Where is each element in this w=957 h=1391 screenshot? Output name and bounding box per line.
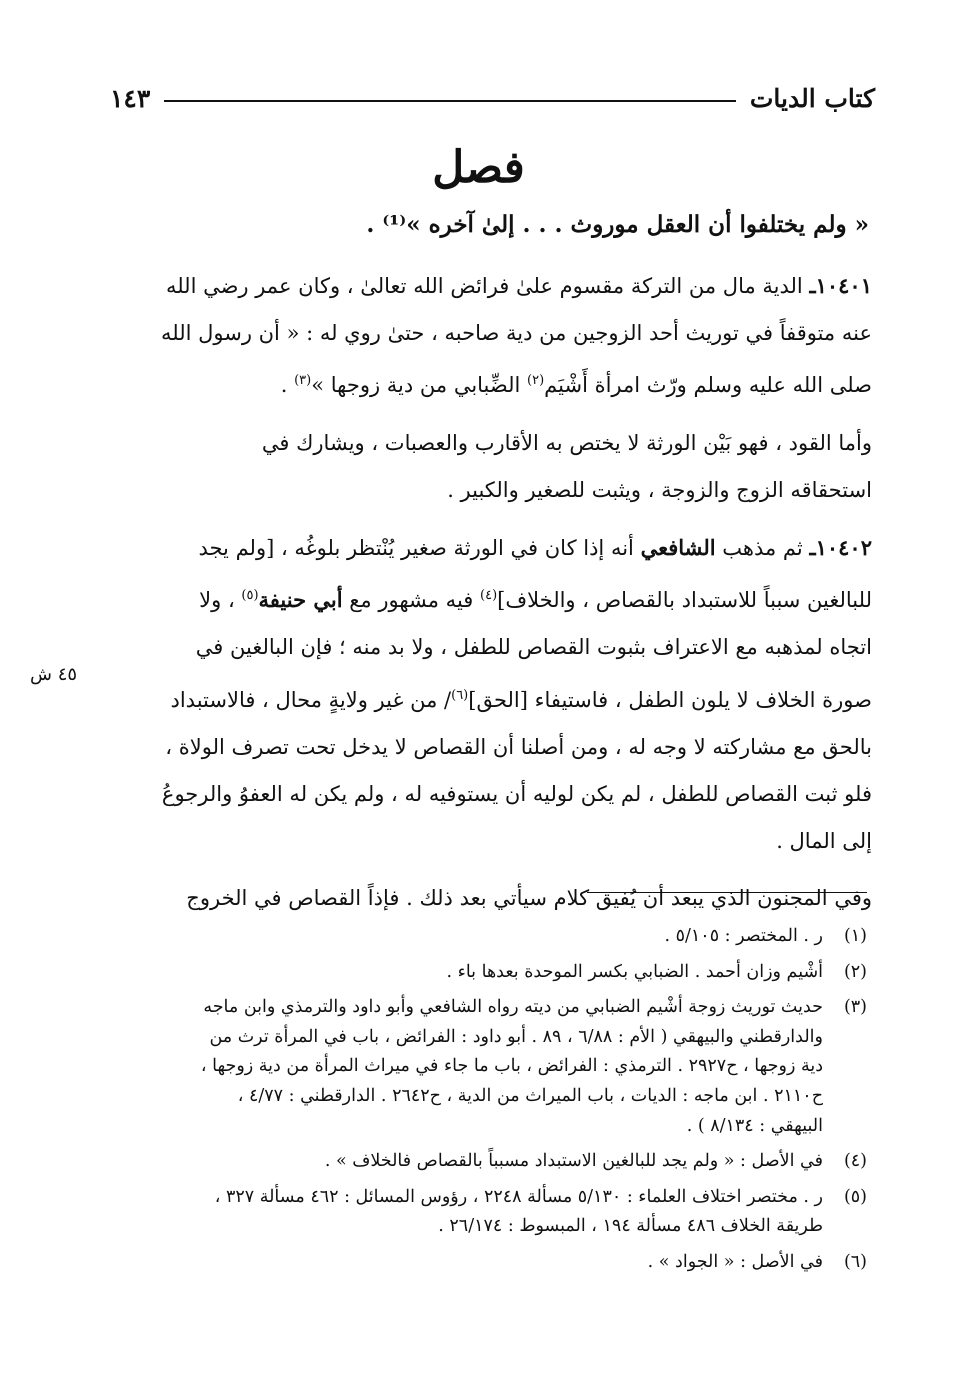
text-span: صورة الخلاف لا يلون الطفل ، فاستيفاء [الحق] xyxy=(468,687,872,712)
footnote-text xyxy=(87,958,823,988)
text-line: بالحق مع مشاركته لا وجه له ، ومن أصلنا أن القصاص لا يدخل تحت تصرف الولاة ، xyxy=(165,734,872,759)
footnote-line: والدارقطني والبيهقي ( الأم : ٦/٨٨ ، ٨٩ . أبو داود : الفرائض ، باب في المرأة ترث من xyxy=(209,1026,823,1047)
page-number: ١٤٣ xyxy=(110,83,151,113)
footnote-item xyxy=(87,1248,867,1278)
footnote-line: حديث توريث زوجة أشْيم الضبابي من ديته رواه الشافعي وأبو داود والترمذي وابن ماجه xyxy=(203,997,823,1018)
text-span: . xyxy=(280,373,295,398)
footnote-line: في الأصل : « ولم يجد للبالغين الاستبداد مسبباً بالقصاص فالخلاف » . xyxy=(324,1151,823,1172)
footnote-number: (٥) xyxy=(843,1186,867,1207)
text-line xyxy=(92,672,872,724)
text-span: فيه مشهور مع xyxy=(342,588,480,613)
text-span: ثم مذهب xyxy=(715,536,810,561)
text-line xyxy=(92,572,872,624)
person-name: أبي حنيفة xyxy=(258,587,343,613)
text-line xyxy=(92,524,872,572)
footnote-line: ح٢١١٠ . ابن ماجه : الديات ، باب الميراث من الدية ، ح٢٦٤٢ . الدارقطني : ٤/٧٧ ، xyxy=(237,1085,823,1106)
footnote-item xyxy=(87,958,867,988)
footnote-ref[interactable]: (٦) xyxy=(451,687,469,703)
footnote-line: طريقة الخلاف ٤٨٦ مسألة ١٩٤ ، المبسوط : ٢٦/١٧٤ . xyxy=(438,1216,823,1237)
footnote-ref[interactable]: (٤) xyxy=(480,588,498,604)
footnote-item xyxy=(87,1147,867,1177)
quote-line: « ولم يختلفوا أن العقل موروث . . . إلىٰ آخره »⁽¹⁾ . xyxy=(366,211,869,238)
text-span: للبالغين سبباً للاستبداد بالقصاص ، والخلاف] xyxy=(497,588,872,613)
paragraph-number: ١٠٤٠١ـ xyxy=(809,273,872,298)
paragraph-qawad xyxy=(92,420,872,514)
footnotes xyxy=(87,922,867,1284)
footnote-item xyxy=(87,922,867,952)
text-line: عنه متوقفاً في توريث أحد الزوجين من دية صاحبه ، حتىٰ روي له : « أن رسول الله xyxy=(161,321,872,346)
text-span: ، ولا xyxy=(199,588,242,613)
manuscript-margin-note: ٤٥ ش xyxy=(30,664,78,685)
footnote-text xyxy=(87,922,823,952)
footnote-number: (١) xyxy=(843,926,867,946)
text-line: استحقاقه الزوج والزوجة ، ويثبت للصغير والكبير . xyxy=(447,477,872,502)
text-line xyxy=(92,357,872,409)
paragraph-majnun xyxy=(92,875,872,922)
text-span: صلى الله عليه وسلم ورّث امرأة أَشْيَم xyxy=(544,373,872,398)
footnote-item xyxy=(87,993,867,1141)
text-line xyxy=(92,262,872,310)
text-span: الدية مال من التركة مقسوم علىٰ فرائض الله تعالىٰ ، وكان عمر رضي الله xyxy=(165,274,810,298)
footnote-number: (٦) xyxy=(843,1251,867,1272)
footnote-line: في الأصل : « الجواد » . xyxy=(647,1251,823,1272)
footnote-line: دية زوجها ، ح٢٩٢٧ . الترمذي : الفرائض ، باب ما جاء في ميراث المرأة من دية زوجها ، xyxy=(200,1056,823,1077)
footnote-line: ر . مختصر اختلاف العلماء : ٥/١٣٠ مسألة ٢٢٤٨ ، رؤوس المسائل : ٤٦٢ مسألة ٣٢٧ ، xyxy=(214,1186,823,1207)
section-heading: فصل xyxy=(432,142,525,193)
text-line: إلى المال . xyxy=(776,829,872,854)
text-span: الضِّبابي من دية زوجها » xyxy=(311,373,528,398)
footnote-line: البيهقي : ٨/١٣٤ ) . xyxy=(686,1115,823,1136)
footnote-text xyxy=(87,1248,823,1278)
footnote-number: (٤) xyxy=(843,1151,867,1172)
text-span: / من غير ولايةٍ محال ، فالاستبداد xyxy=(170,687,452,712)
footnote-line: أشْيم وزان أحمد . الضبابي بكسر الموحدة بعدها باء . xyxy=(446,961,823,982)
text-line: اتجاه لمذهبه مع الاعتراف بثبوت القصاص للطفل ، ولا بد منه ؛ فإن البالغين في xyxy=(195,635,872,660)
running-title: كتاب الديات xyxy=(749,83,875,113)
text-line: فلو ثبت القصاص للطفل ، لم يكن لوليه أن يستوفيه له ، ولم يكن له العفوُ والرجوعُ xyxy=(161,782,872,807)
footnote-text xyxy=(87,1183,823,1242)
page-header xyxy=(110,78,875,118)
footnote-text xyxy=(87,1147,823,1177)
footnote-number: (٢) xyxy=(843,961,867,982)
header-rule xyxy=(164,100,736,102)
footnote-line: ر . المختصر : ٥/١٠٥ . xyxy=(664,926,823,946)
footnote-text xyxy=(87,993,823,1141)
footnote-ref[interactable]: (٢) xyxy=(527,373,545,389)
footnote-ref[interactable]: (٥) xyxy=(241,588,259,604)
person-name: الشافعي xyxy=(640,535,716,561)
footnote-item xyxy=(87,1183,867,1242)
footnote-ref[interactable]: (٣) xyxy=(294,373,312,389)
paragraph-number: ١٠٤٠٢ـ xyxy=(809,535,872,561)
paragraph-10401 xyxy=(92,262,872,410)
footnote-separator xyxy=(587,892,867,893)
main-text xyxy=(92,262,872,923)
text-line: وفي المجنون الذي يبعد أن يُفيق كلام سيأتي بعد ذلك . فإذاً القصاص في الخروج xyxy=(186,886,872,911)
footnote-number: (٣) xyxy=(843,997,867,1018)
text-line: وأما القود ، فهو بَيْن الورثة لا يختص به الأقارب والعصبات ، ويشارك في xyxy=(261,430,872,455)
paragraph-10402 xyxy=(92,524,872,865)
text-span: أنه إذا كان في الورثة صغير يُنْتظر بلوغُه ، [ولم يجد xyxy=(198,536,641,561)
